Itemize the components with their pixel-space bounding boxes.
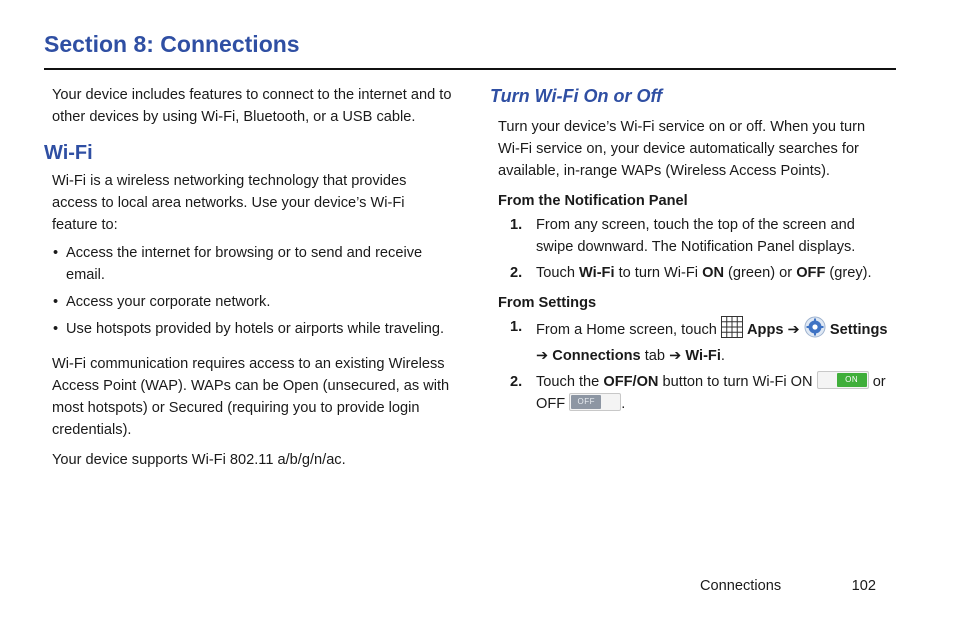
step-number: 2.: [510, 265, 523, 281]
step-item: [498, 262, 890, 284]
wifi-uses-list: [44, 242, 454, 340]
apps-term: Apps: [747, 322, 784, 338]
apps-grid-icon: [721, 316, 743, 345]
step-text: Touch Wi-Fi to turn Wi-Fi ON (green) or OFF (grey).: [536, 265, 872, 281]
off-on-term: OFF/ON: [603, 374, 659, 390]
bullet-glyph: •: [53, 294, 59, 310]
wifi-heading: Wi-Fi: [44, 142, 93, 164]
toggle-on-label: ON: [837, 373, 867, 387]
page-footer: [700, 578, 876, 594]
notification-panel-heading: From the Notification Panel: [498, 193, 688, 209]
wifi-description: Wi-Fi is a wireless networking technology that provides access to local area networks. Use your device’s Wi-Fi feature to:: [52, 173, 407, 233]
bullet-text: Access the internet for browsing or to send and receive email.: [66, 245, 423, 283]
page-title: Section 8: Connections: [44, 31, 300, 57]
step-number: 1.: [510, 217, 523, 233]
turn-wifi-heading: Turn Wi-Fi On or Off: [490, 86, 663, 106]
wifi-term: Wi-Fi: [579, 265, 615, 281]
intro-paragraph: Your device includes features to connect to the internet and to other devices by using Wi-Fi, Bluetooth, or a USB cable.: [52, 87, 452, 125]
left-column: [44, 84, 454, 471]
wifi-on-toggle-icon: [817, 371, 869, 389]
list-item: [52, 318, 454, 340]
list-item: [52, 242, 454, 286]
wifi-standards-paragraph: Your device supports Wi-Fi 802.11 a/b/g/n/ac.: [52, 452, 346, 468]
step-text: Touch the OFF/ON button to turn Wi-Fi ON ON or OFF OFF .: [536, 371, 890, 415]
wifi-term: Wi-Fi: [685, 348, 721, 364]
off-term: OFF: [796, 265, 826, 281]
notification-steps: [490, 214, 890, 284]
footer-section-name: Connections: [700, 578, 782, 594]
arrow-glyph: ➔: [787, 322, 800, 338]
settings-term: Settings: [829, 322, 888, 338]
wifi-off-toggle-icon: [569, 393, 621, 411]
title-divider: [44, 68, 896, 70]
toggle-off-label: OFF: [571, 395, 601, 409]
list-item: [52, 291, 454, 313]
step-number: 1.: [510, 319, 523, 335]
step-text: From a Home screen, touch Apps ➔ Settings ➔ Connections tab ➔ Wi-Fi.: [536, 316, 890, 367]
bullet-glyph: •: [53, 245, 59, 261]
bullet-text: Access your corporate network.: [66, 294, 271, 310]
turn-wifi-description: Turn your device’s Wi-Fi service on or off. When you turn Wi-Fi service on, your device automatically searches for available, in-range WAPs (Wireless Access Points).: [498, 119, 866, 179]
wap-requirements-paragraph: Wi-Fi communication requires access to an existing Wireless Access Point (WAP). WAPs can be Open (unsecured, as with most hotspots) or Secured (requiring you to provide login credentials).: [52, 356, 450, 438]
step-item: [498, 371, 890, 415]
connections-term: Connections: [552, 348, 641, 364]
bullet-text: Use hotspots provided by hotels or airports while traveling.: [66, 321, 445, 337]
bullet-glyph: •: [53, 321, 59, 337]
arrow-glyph: ➔: [669, 348, 682, 364]
step-text: From any screen, touch the top of the screen and swipe downward. The Notification Panel displays.: [536, 217, 856, 255]
settings-gear-icon: [804, 316, 826, 345]
right-column: [490, 84, 890, 419]
step-number: 2.: [510, 374, 523, 390]
page-number: 102: [851, 578, 876, 594]
step-item: [498, 214, 890, 258]
settings-heading: From Settings: [498, 295, 597, 311]
arrow-glyph: ➔: [536, 348, 549, 364]
on-term: ON: [702, 265, 724, 281]
step-item: [498, 316, 890, 367]
settings-steps: [490, 316, 890, 415]
